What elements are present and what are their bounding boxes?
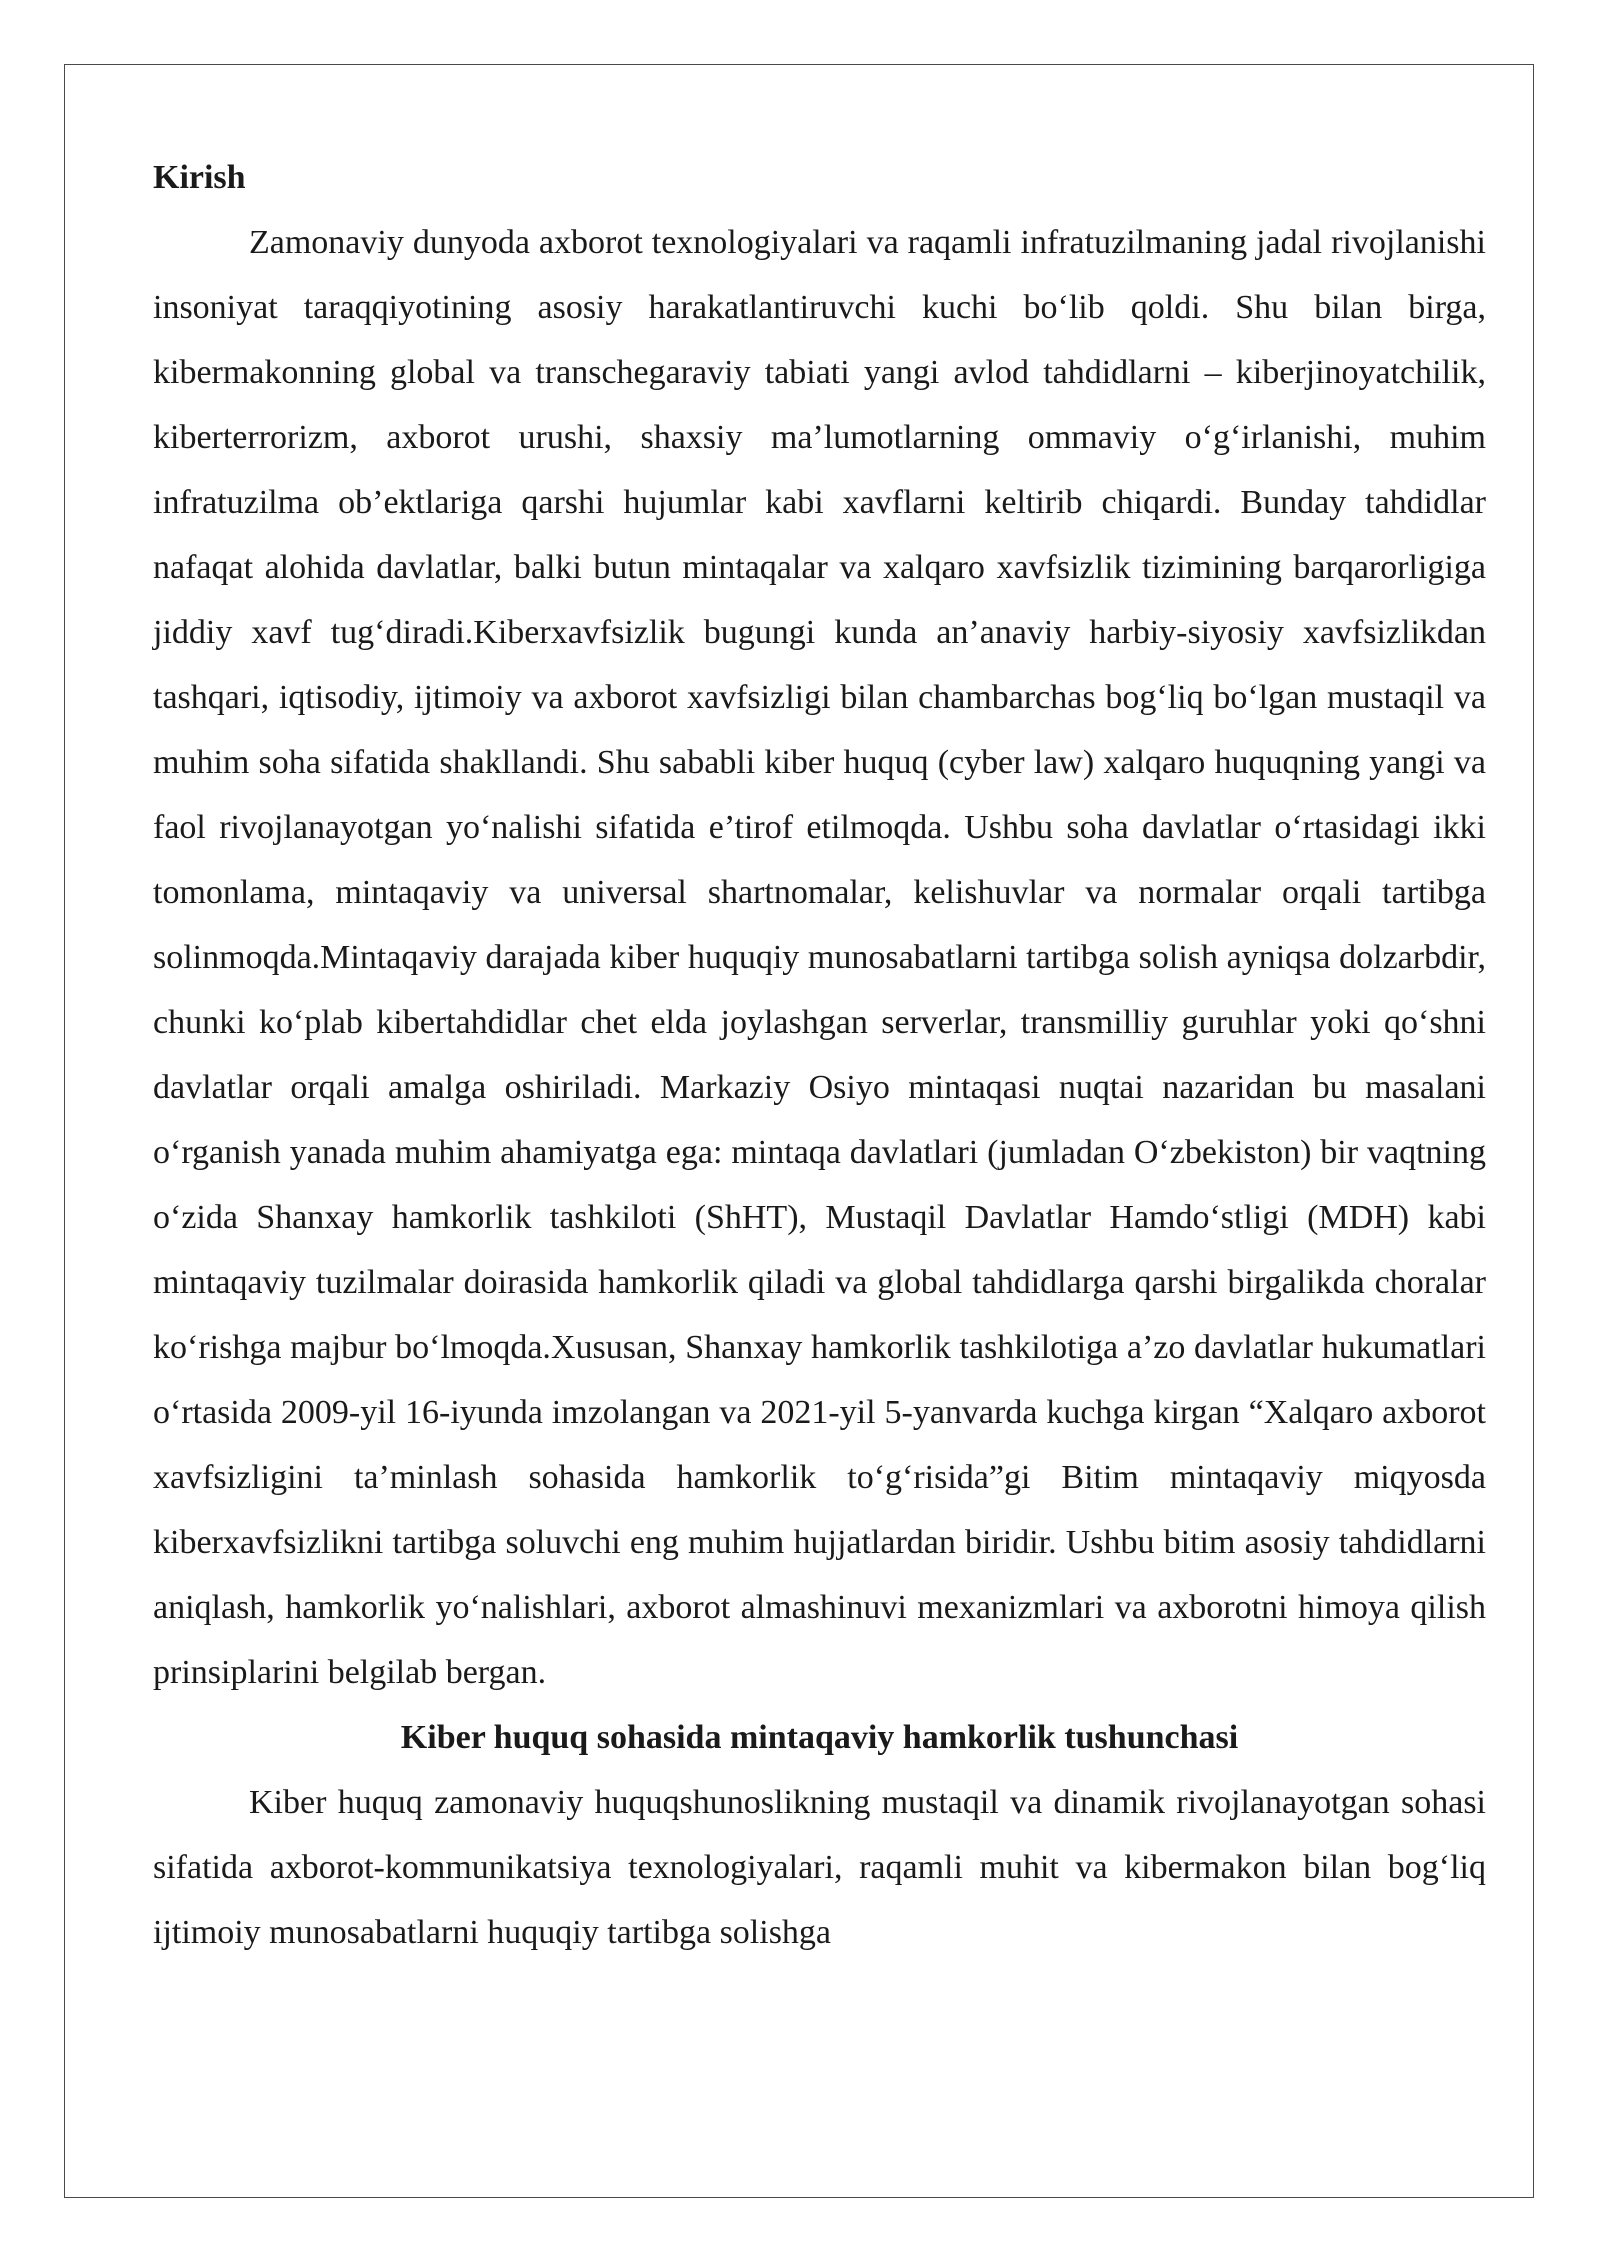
intro-paragraph: Zamonaviy dunyoda axborot texnologiyalari va raqamli infratuzilmaning jadal rivojlanishi insoniyat taraqqiyotining asosiy harakatlantiruvchi kuchi bo‘lib qoldi. Shu bilan birga, kibermakonning global va transchegaraviy tabiati yangi avlod tahdidlarni – kiberjinoyatchilik, kiberterrorizm, axborot urushi, shaxsiy ma’lumotlarning ommaviy o‘g‘irlanishi, muhim infratuzilma ob’ektlariga qarshi hujumlar kabi xavflarni keltirib chiqardi. Bunday tahdidlar nafaqat alohida davlatlar, balki butun mintaqalar va xalqaro xavfsizlik tizimining barqarorligiga jiddiy xavf tug‘diradi.Kiberxavfsizlik bugungi kunda an’anaviy harbiy-siyosiy xavfsizlikdan tashqari, iqtisodiy, ijtimoiy va axborot xavfsizligi bilan chambarchas bog‘liq bo‘lgan mustaqil va muhim soha sifatida shakllandi. Shu sababli kiber huquq (cyber law) xalqaro huquqning yangi va faol rivojlanayotgan yo‘nalishi sifatida e’tirof etilmoqda. Ushbu soha davlatlar o‘rtasidagi ikki tomonlama, mintaqaviy va universal shartnomalar, kelishuvlar va normalar orqali tartibga solinmoqda.Mintaqaviy darajada kiber huquqiy munosabatlarni tartibga solish ayniqsa dolzarbdir, chunki ko‘plab kibertahdidlar chet elda joylashgan serverlar, transmilliy guruhlar yoki qo‘shni davlatlar orqali amalga oshiriladi. Markaziy Osiyo mintaqasi nuqtai nazaridan bu masalani o‘rganish yanada muhim ahamiyatga ega: mintaqa davlatlari (jumladan O‘zbekiston) bir vaqtning o‘zida Shanxay hamkorlik tashkiloti (ShHT), Mustaqil Davlatlar Hamdo‘stligi (MDH) kabi mintaqaviy tuzilmalar doirasida hamkorlik qiladi va global tahdidlarga qarshi birgalikda choralar ko‘rishga majbur bo‘lmoqda.Xususan, Shanxay hamkorlik tashkilotiga a’zo davlatlar hukumatlari o‘rtasida 2009-yil 16-iyunda imzolangan va 2021-yil 5-yanvarda kuchga kirgan “Xalqaro axborot xavfsizligini ta’minlash sohasida hamkorlik to‘g‘risida”gi Bitim mintaqaviy miqyosda kiberxavfsizlikni tartibga soluvchi eng muhim hujjatlardan biridir. Ushbu bitim asosiy tahdidlarni aniqlash, hamkorlik yo‘nalishlari, axborot almashinuvi mexanizmlari va axborotni himoya qilish prinsiplarini belgilab bergan. (153, 224, 1486, 1691)
section-paragraph: Kiber huquq zamonaviy huquqshunoslikning mustaqil va dinamik rivojlanayotgan sohasi sifatida axborot-kommunikatsiya texnologiyalari, raqamli muhit va kibermakon bilan bog‘liq ijtimoiy munosabatlarni huquqiy tartibga solishga (153, 1784, 1486, 1951)
document-body (153, 145, 1486, 1965)
section-heading: Kiber huquq sohasida mintaqaviy hamkorlik tushunchasi (400, 1719, 1239, 1756)
heading-intro: Kirish (153, 159, 246, 196)
